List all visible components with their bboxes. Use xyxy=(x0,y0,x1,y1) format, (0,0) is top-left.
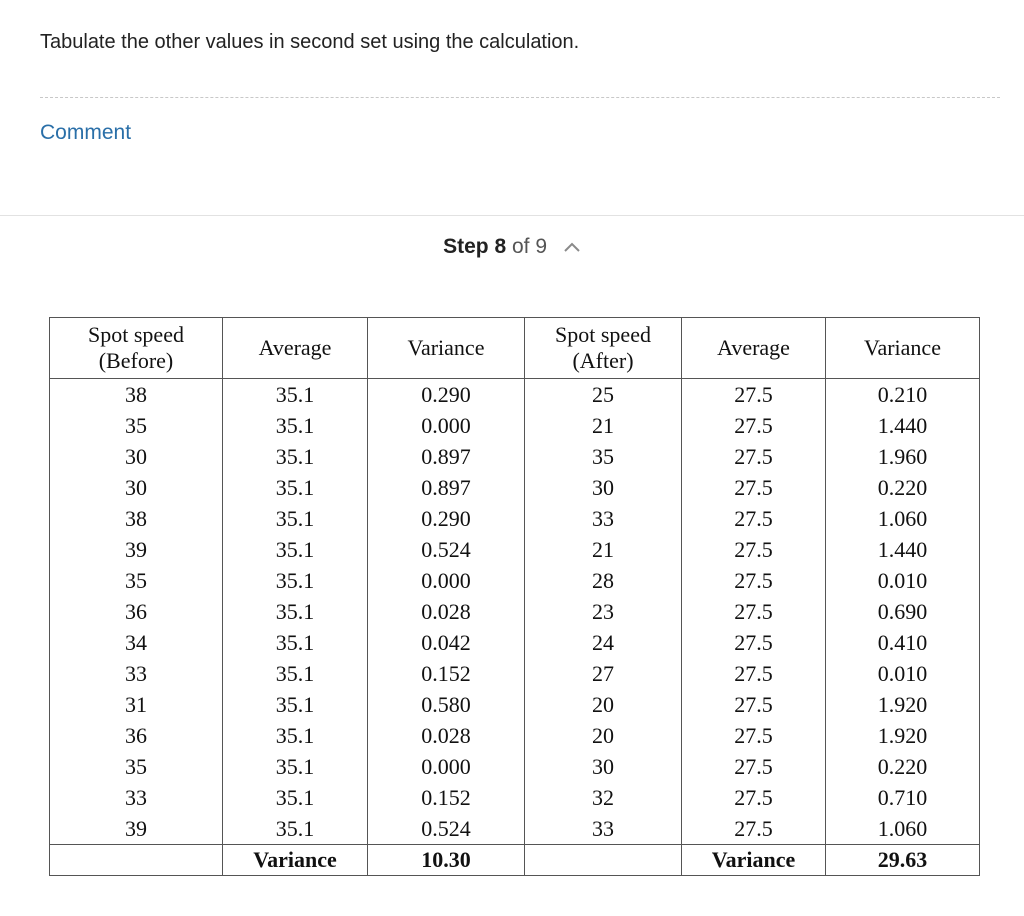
cell-average-after: 27.5 xyxy=(682,627,826,658)
header-spot-speed-after: Spot speed (After) xyxy=(525,318,682,379)
cell-spot-speed-after: 30 xyxy=(525,751,682,782)
cell-spot-speed-before: 38 xyxy=(50,379,223,411)
table-row xyxy=(50,689,980,720)
table-row xyxy=(50,503,980,534)
footer-spot-speed-after xyxy=(525,845,682,876)
cell-variance-before: 0.290 xyxy=(368,503,525,534)
cell-variance-before: 0.897 xyxy=(368,441,525,472)
table-row xyxy=(50,472,980,503)
cell-spot-speed-before: 35 xyxy=(50,565,223,596)
cell-variance-after: 0.220 xyxy=(826,472,980,503)
cell-average-before: 35.1 xyxy=(223,720,368,751)
cell-variance-before: 0.290 xyxy=(368,379,525,411)
cell-variance-after: 0.010 xyxy=(826,565,980,596)
cell-average-after: 27.5 xyxy=(682,410,826,441)
cell-variance-before: 0.028 xyxy=(368,596,525,627)
instruction-text: Tabulate the other values in second set using the calculation. xyxy=(40,31,580,53)
cell-variance-after: 0.210 xyxy=(826,379,980,411)
cell-variance-before: 0.580 xyxy=(368,689,525,720)
cell-spot-speed-before: 35 xyxy=(50,751,223,782)
cell-variance-after: 0.220 xyxy=(826,751,980,782)
cell-variance-after: 1.920 xyxy=(826,689,980,720)
cell-average-before: 35.1 xyxy=(223,751,368,782)
step-number: 8 xyxy=(494,235,507,258)
cell-spot-speed-after: 20 xyxy=(525,689,682,720)
table-footer-row xyxy=(50,845,980,876)
cell-spot-speed-before: 36 xyxy=(50,596,223,627)
cell-average-before: 35.1 xyxy=(223,813,368,845)
cell-average-before: 35.1 xyxy=(223,534,368,565)
cell-spot-speed-after: 21 xyxy=(525,410,682,441)
table-header-row xyxy=(50,318,980,379)
step-header[interactable] xyxy=(0,235,1024,259)
footer-average-after: Variance xyxy=(682,845,826,876)
cell-average-after: 27.5 xyxy=(682,782,826,813)
cell-spot-speed-before: 31 xyxy=(50,689,223,720)
cell-spot-speed-before: 33 xyxy=(50,782,223,813)
cell-spot-speed-after: 30 xyxy=(525,472,682,503)
step-total: of 9 xyxy=(512,235,548,258)
cell-average-after: 27.5 xyxy=(682,596,826,627)
cell-average-before: 35.1 xyxy=(223,658,368,689)
table-row xyxy=(50,658,980,689)
table-row xyxy=(50,379,980,411)
dashed-divider xyxy=(40,97,1000,98)
cell-spot-speed-before: 33 xyxy=(50,658,223,689)
cell-average-after: 27.5 xyxy=(682,689,826,720)
cell-spot-speed-before: 36 xyxy=(50,720,223,751)
cell-spot-speed-after: 35 xyxy=(525,441,682,472)
header-spot-speed-before: Spot speed (Before) xyxy=(50,318,223,379)
table-row xyxy=(50,565,980,596)
cell-variance-before: 0.000 xyxy=(368,565,525,596)
table-row xyxy=(50,596,980,627)
cell-variance-after: 1.440 xyxy=(826,410,980,441)
cell-variance-before: 0.524 xyxy=(368,534,525,565)
cell-variance-before: 0.000 xyxy=(368,410,525,441)
cell-average-before: 35.1 xyxy=(223,689,368,720)
cell-variance-after: 1.960 xyxy=(826,441,980,472)
cell-spot-speed-after: 24 xyxy=(525,627,682,658)
cell-average-after: 27.5 xyxy=(682,565,826,596)
cell-average-after: 27.5 xyxy=(682,813,826,845)
cell-variance-before: 0.152 xyxy=(368,782,525,813)
cell-average-before: 35.1 xyxy=(223,410,368,441)
cell-spot-speed-before: 30 xyxy=(50,441,223,472)
step-label: Step xyxy=(443,235,489,258)
data-table xyxy=(49,317,980,876)
table-row xyxy=(50,782,980,813)
cell-spot-speed-before: 30 xyxy=(50,472,223,503)
cell-average-after: 27.5 xyxy=(682,534,826,565)
table-row xyxy=(50,627,980,658)
table-row xyxy=(50,410,980,441)
cell-variance-after: 0.410 xyxy=(826,627,980,658)
cell-spot-speed-after: 32 xyxy=(525,782,682,813)
cell-variance-after: 0.710 xyxy=(826,782,980,813)
cell-variance-before: 0.152 xyxy=(368,658,525,689)
cell-average-after: 27.5 xyxy=(682,441,826,472)
section-divider xyxy=(0,215,1024,216)
cell-average-before: 35.1 xyxy=(223,596,368,627)
footer-variance-after: 29.63 xyxy=(826,845,980,876)
cell-spot-speed-before: 39 xyxy=(50,813,223,845)
footer-variance-before: 10.30 xyxy=(368,845,525,876)
cell-variance-after: 0.690 xyxy=(826,596,980,627)
cell-variance-after: 1.440 xyxy=(826,534,980,565)
cell-variance-before: 0.042 xyxy=(368,627,525,658)
cell-spot-speed-after: 33 xyxy=(525,813,682,845)
cell-variance-after: 1.060 xyxy=(826,503,980,534)
header-variance-before: Variance xyxy=(368,318,525,379)
cell-variance-before: 0.524 xyxy=(368,813,525,845)
header-average-after: Average xyxy=(682,318,826,379)
cell-spot-speed-after: 21 xyxy=(525,534,682,565)
cell-spot-speed-before: 38 xyxy=(50,503,223,534)
cell-spot-speed-before: 34 xyxy=(50,627,223,658)
table-row xyxy=(50,813,980,845)
cell-variance-before: 0.897 xyxy=(368,472,525,503)
footer-spot-speed-before xyxy=(50,845,223,876)
cell-average-after: 27.5 xyxy=(682,751,826,782)
cell-average-before: 35.1 xyxy=(223,503,368,534)
cell-average-before: 35.1 xyxy=(223,565,368,596)
cell-average-before: 35.1 xyxy=(223,379,368,411)
cell-spot-speed-after: 23 xyxy=(525,596,682,627)
table-row xyxy=(50,751,980,782)
cell-average-after: 27.5 xyxy=(682,472,826,503)
cell-spot-speed-after: 33 xyxy=(525,503,682,534)
cell-spot-speed-before: 35 xyxy=(50,410,223,441)
cell-variance-before: 0.000 xyxy=(368,751,525,782)
chevron-up-icon[interactable] xyxy=(563,235,581,259)
cell-variance-after: 0.010 xyxy=(826,658,980,689)
comment-link[interactable]: Comment xyxy=(40,121,132,144)
cell-average-before: 35.1 xyxy=(223,441,368,472)
cell-average-after: 27.5 xyxy=(682,379,826,411)
cell-average-before: 35.1 xyxy=(223,627,368,658)
cell-average-after: 27.5 xyxy=(682,720,826,751)
table-row xyxy=(50,720,980,751)
cell-spot-speed-before: 39 xyxy=(50,534,223,565)
cell-spot-speed-after: 27 xyxy=(525,658,682,689)
cell-average-before: 35.1 xyxy=(223,782,368,813)
cell-spot-speed-after: 28 xyxy=(525,565,682,596)
cell-variance-after: 1.060 xyxy=(826,813,980,845)
cell-variance-after: 1.920 xyxy=(826,720,980,751)
cell-variance-before: 0.028 xyxy=(368,720,525,751)
header-average-before: Average xyxy=(223,318,368,379)
table-row xyxy=(50,441,980,472)
cell-spot-speed-after: 25 xyxy=(525,379,682,411)
cell-average-after: 27.5 xyxy=(682,658,826,689)
cell-average-before: 35.1 xyxy=(223,472,368,503)
cell-average-after: 27.5 xyxy=(682,503,826,534)
footer-average-before: Variance xyxy=(223,845,368,876)
header-variance-after: Variance xyxy=(826,318,980,379)
table-row xyxy=(50,534,980,565)
cell-spot-speed-after: 20 xyxy=(525,720,682,751)
